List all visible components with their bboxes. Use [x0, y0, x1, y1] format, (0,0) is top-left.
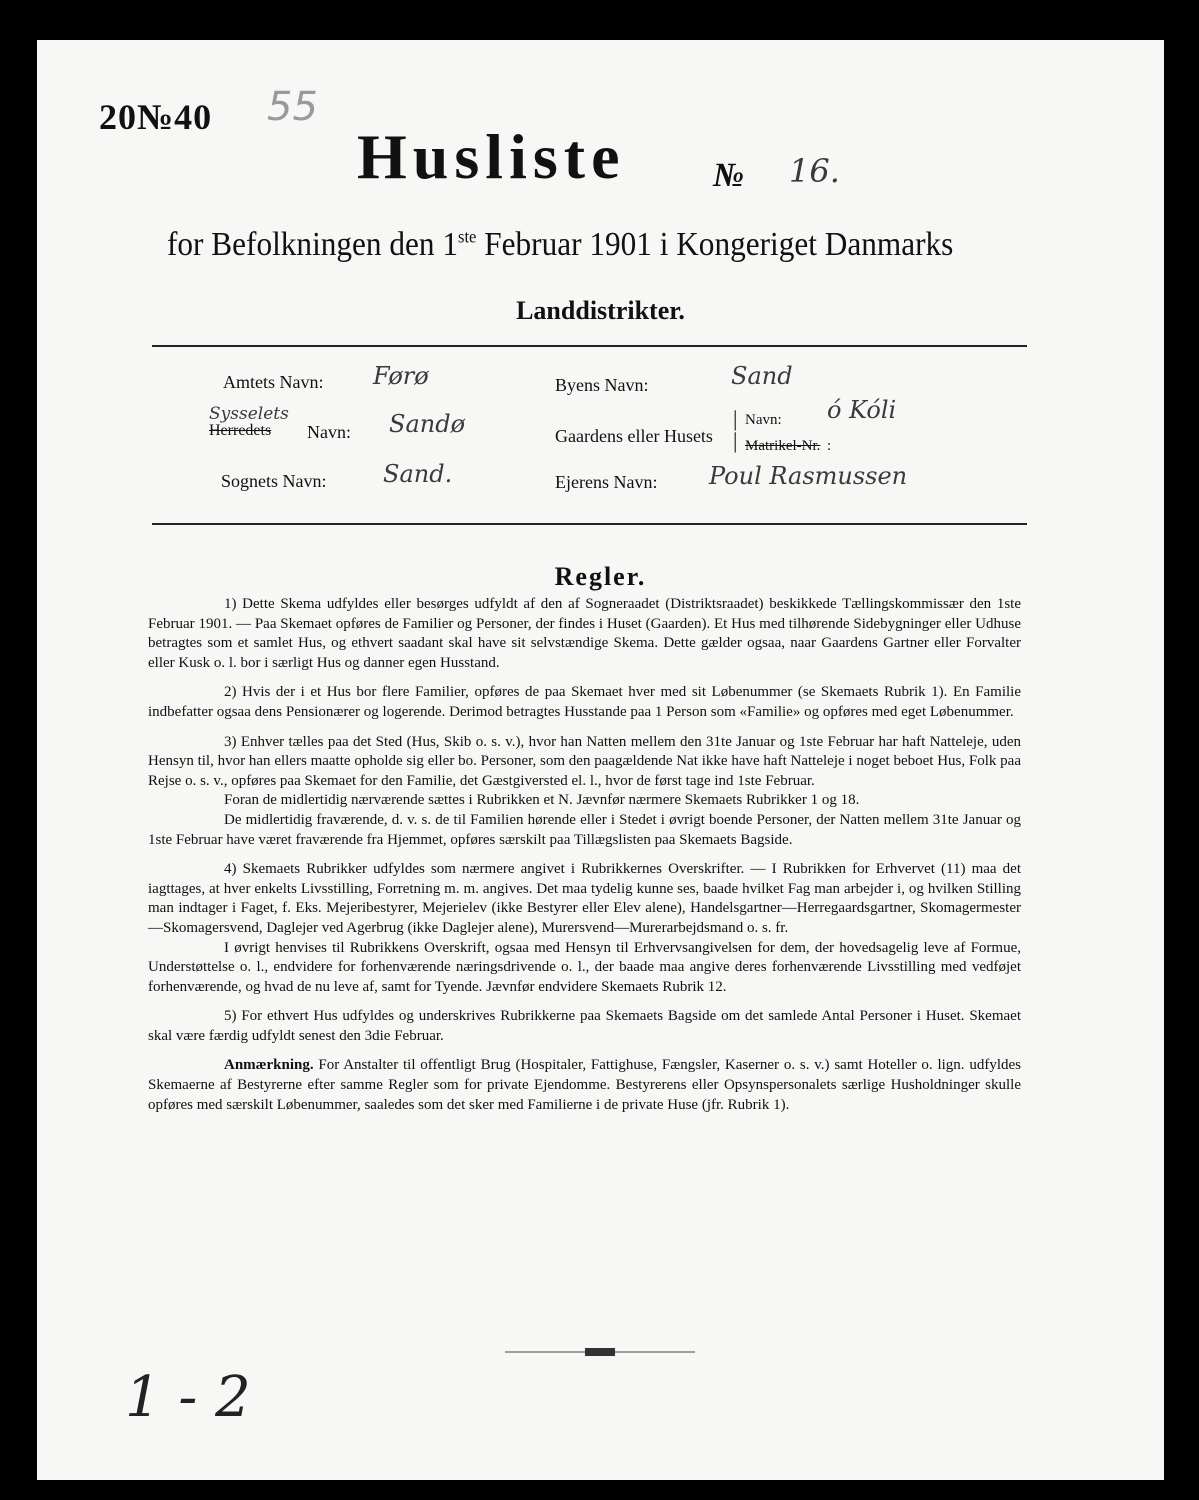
district-heading: Landdistrikter.: [516, 296, 685, 325]
amt-label: Amtets Navn:: [223, 372, 324, 392]
by-value: Sand: [731, 362, 793, 390]
top-rule: [152, 345, 1027, 347]
herred-value: Sandø: [389, 410, 466, 438]
form-number: 20№40: [99, 97, 213, 137]
middle-rule: [152, 523, 1027, 525]
rules-text: [148, 595, 1021, 1125]
form-subtitle: [167, 226, 958, 264]
page-mark: 1 - 2: [125, 1365, 251, 1430]
title-number-label: №: [713, 157, 745, 194]
gaard-brace: | |: [733, 406, 738, 453]
rules-heading: Regler.: [554, 562, 647, 591]
herred-label: Navn:: [307, 422, 351, 442]
gaard-navn-label: Navn:: [745, 412, 782, 428]
subtitle-sup: ste: [458, 226, 477, 247]
rule-3-note-b: De midlertidig fraværende, d. v. s. de til Familien hørende eller i Stedet i øvrigt boende Personer, der Natten mellem 31te Januar og 1ste Februar have været fraværende fra Hjemmet, opføres særskilt paa Tillægslisten paa Skemaets Bagside.: [148, 811, 1021, 848]
annotation-text: For Anstalter til offentligt Brug (Hospitaler, Fattighuse, Fængsler, Kaserner o. s. v.) samt Hoteller o. lign. udfyldes Skemaerne af Bestyrerne efter samme Regler som for private Ejendomme. Bestyrerens eller Opsynspersonalets særlige Husholdninger skulle opføres med særskilt Løbenummer, saaledes som det sker med Familierne i de private Huse (jfr. Rubrik 1).: [148, 1057, 1021, 1113]
gaard-label: Gaardens eller Husets: [555, 426, 713, 446]
herred-struck-label: Herredets: [209, 422, 272, 439]
gaard-navn-value: ó Kóli: [827, 396, 897, 424]
subtitle-part-b: Februar 1901 i Kongeriget Danmarks: [476, 226, 954, 263]
by-label: Byens Navn:: [555, 375, 649, 395]
matrikel-colon: :: [827, 438, 832, 454]
form-title: Husliste: [357, 121, 626, 192]
pencil-note: 55: [267, 84, 318, 130]
annotation-note: [148, 1056, 1021, 1115]
ornament-divider: [505, 1345, 695, 1359]
rule-2: 2) Hvis der i et Hus bor flere Familier, opføres de paa Skemaet hver med sit Løbenummer (se Skemaets Rubrik 1). En Familie indbefatter ogsaa dens Pensionærer og logerende. Derimod betragtes Husstande paa 1 Person som «Familie» og opføres med eget Løbenummer.: [148, 684, 1021, 720]
sogn-value: Sand.: [383, 460, 453, 488]
ejer-value: Poul Rasmussen: [709, 462, 908, 490]
census-form-sheet: [37, 40, 1164, 1480]
rule-3-note-a: Foran de midlertidig nærværende sættes i Rubrikken et N. Jævnfør nærmere Skemaets Rubrikker 1 og 18.: [224, 792, 860, 809]
title-number-value: 16.: [789, 152, 840, 190]
matrikel-label: Matrikel-Nr.: [745, 438, 821, 454]
annotation-label: Anmærkning.: [224, 1057, 314, 1074]
rule-4-note: I øvrigt henvises til Rubrikkens Overskrift, ogsaa med Hensyn til Erhvervsangivelsen for dem, der hovedsagelig leve af Formue, Understøttelse o. l., endvidere for forhenværende næringsdrivende o. l., der baade maa angive deres forhenværende Livsstilling med vedføjet forhenværende, og hvad de nu leve af, samt for Tyende. Jævnfør endvidere Skemaets Rubrik 12.: [148, 939, 1021, 995]
sogn-label: Sognets Navn:: [221, 471, 327, 491]
ejer-label: Ejerens Navn:: [555, 472, 658, 492]
rule-4: 4) Skemaets Rubrikker udfyldes som nærmere angivet i Rubrikkernes Overskrifter. — I Rubrikken for Erhvervet (11) maa det iagttages, at hver enkelts Livsstilling, Forretning m. m. angives. Det maa tydelig kunne ses, baade hvilket Fag man arbejder i, og hvilken Stilling man indtager i Faget, f. Eks. Mejeribestyrer, Mejerielev (ikke Bestyrer eller Elev alene), Handelsgartner—Herregaardsgartner, Skomagermester—Skomagersvend, Daglejer ved Agerbrug (ikke Daglejer alene), Murersvend—Murerarbejdsmand o. s. fr.: [148, 861, 1021, 936]
rule-3: 3) Enhver tælles paa det Sted (Hus, Skib o. s. v.), hvor han Natten mellem den 31te Januar og 1ste Februar har haft Natteleje, uden Hensyn til, hvor han ellers maatte opholde sig eller bo. Personer, som den paagældende Nat ikke have haft Natteleje i noget beboet Hus, Folk paa Rejse o. s. v., opføres paa Skemaet for den Familie, det Gæstgiversted el. l., hvor de først tage ind 1ste Februar.: [148, 733, 1021, 789]
subtitle-part-a: for Befolkningen den 1: [167, 226, 459, 263]
rule-5: 5) For ethvert Hus udfyldes og underskrives Rubrikkerne paa Skemaets Bagside om det samlede Antal Personer i Huset. Skemaet skal være færdig udfyldt senest den 3die Februar.: [148, 1008, 1021, 1044]
amt-value: Førø: [373, 362, 429, 390]
rule-1: 1) Dette Skema udfyldes eller besørges udfyldt af den af Sogneraadet (Distriktsraadet) beskikkede Tællingskommissær den 1ste Februar 1901. — Paa Skemaet opføres de Familier og Personer, der findes i Huset (Gaarden). Et Hus med tilhørende Sidebygninger eller Udhuse betragtes som et samlet Hus, og ethvert saadant skal have sit selvstændige Skema. Dette gælder ogsaa, naar Gaardens Gartner eller Forvalter eller Kusk o. l. bor i særligt Hus og danner egen Husstand.: [148, 596, 1021, 671]
herred-hand-note: Sysselets: [209, 404, 289, 424]
